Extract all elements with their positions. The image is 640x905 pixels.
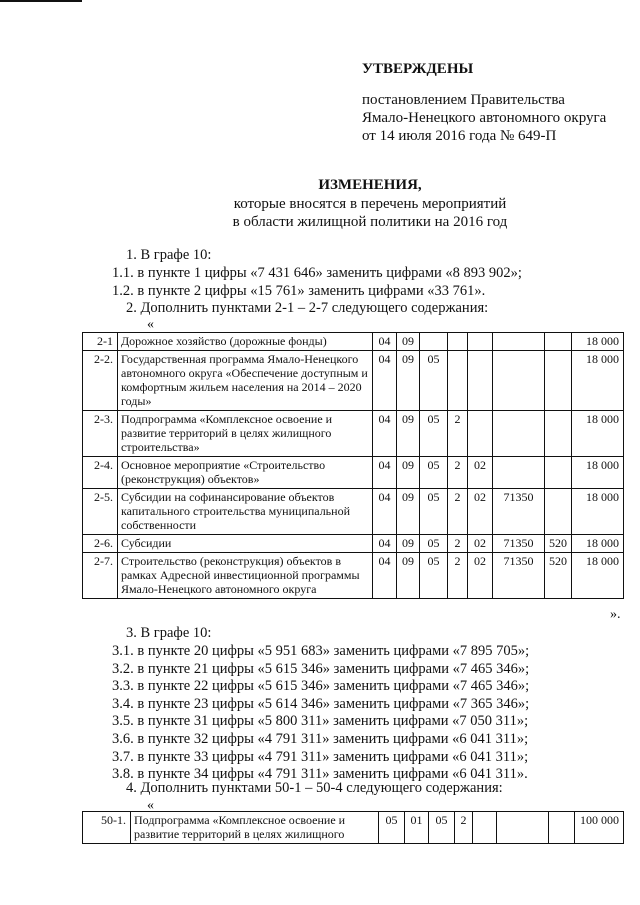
- code-subprogram: 2: [448, 457, 468, 489]
- item-3-4: 3.4. в пункте 23 цифры «5 614 346» заменить цифрами «7 365 346»;: [112, 695, 530, 712]
- approved-heading: УТВЕРЖДЕНЫ: [362, 61, 474, 77]
- code-subprogram: 2: [448, 535, 468, 553]
- item-3-6: 3.6. в пункте 32 цифры «4 791 311» заменить цифрами «6 041 311»;: [112, 731, 529, 747]
- quote-open-1: «: [147, 317, 154, 332]
- row-number: 2-1: [83, 333, 118, 351]
- code-program: 05: [420, 411, 448, 457]
- code-section: 04: [373, 535, 397, 553]
- row-amount: 100 000: [575, 812, 624, 844]
- code-measure: [468, 351, 493, 411]
- code-subprogram: 2: [448, 489, 468, 535]
- row-name: Подпрограмма «Комплексное освоение и развитие территорий в целях жилищного строительства»: [118, 411, 373, 457]
- item-1-2: 1.2. в пункте 2 цифры «15 761» заменить цифрами «33 761».: [112, 283, 486, 299]
- code-measure: 02: [468, 457, 493, 489]
- code-measure: 02: [468, 535, 493, 553]
- row-number: 2-3.: [83, 411, 118, 457]
- row-name: Субсидии на софинансирование объектов капитального строительства муниципальной собственности: [118, 489, 373, 535]
- code-subprogram: 2: [455, 812, 473, 844]
- row-name: Подпрограмма «Комплексное освоение и развитие территорий в целях жилищного: [131, 812, 379, 844]
- table-row: [83, 333, 624, 351]
- approval-line-3: от 14 июля 2016 года № 649-П: [362, 128, 557, 144]
- item-4: 4. Дополнить пунктами 50-1 – 50-4 следующего содержания:: [126, 780, 503, 796]
- code-subprogram: 2: [448, 411, 468, 457]
- item-3: 3. В графе 10:: [126, 625, 212, 641]
- code-direction: 71350: [493, 535, 545, 553]
- code-direction: 71350: [493, 553, 545, 599]
- code-subsection: 09: [397, 535, 420, 553]
- code-expense-type: [545, 489, 572, 535]
- approval-line-1: постановлением Правительства: [362, 92, 565, 108]
- code-subprogram: [448, 351, 468, 411]
- code-measure: [468, 333, 493, 351]
- row-number: 2-7.: [83, 553, 118, 599]
- code-expense-type: [545, 457, 572, 489]
- code-subsection: 09: [397, 333, 420, 351]
- code-direction: [493, 457, 545, 489]
- item-3-2: 3.2. в пункте 21 цифры «5 615 346» заменить цифрами «7 465 346»;: [112, 660, 530, 677]
- top-rule: [0, 0, 82, 2]
- code-expense-type: [545, 351, 572, 411]
- row-amount: 18 000: [572, 457, 624, 489]
- row-number: 50-1.: [83, 812, 131, 844]
- table-row: [83, 535, 624, 553]
- item-3-1: 3.1. в пункте 20 цифры «5 951 683» заменить цифрами «7 895 705»;: [112, 643, 530, 659]
- code-direction: [493, 411, 545, 457]
- row-name: Основное мероприятие «Строительство (реконструкция) объектов»: [118, 457, 373, 489]
- code-section: 04: [373, 553, 397, 599]
- document-subtitle-1: которые вносятся в перечень мероприятий: [233, 196, 507, 212]
- code-section: 04: [373, 351, 397, 411]
- table-row: [83, 457, 624, 489]
- code-section: 04: [373, 489, 397, 535]
- table-row: [83, 553, 624, 599]
- row-amount: 18 000: [572, 535, 624, 553]
- row-name: Государственная программа Ямало-Ненецкого автономного округа «Обеспечение доступным и комфортным жильем населения на 2014 – 2020 годы»: [118, 351, 373, 411]
- code-program: 05: [420, 553, 448, 599]
- code-subprogram: 2: [448, 553, 468, 599]
- changes-table-2: [82, 811, 624, 844]
- code-expense-type: 520: [545, 535, 572, 553]
- code-program: 05: [420, 535, 448, 553]
- code-program: 05: [420, 351, 448, 411]
- item-3-8: 3.8. в пункте 34 цифры «4 791 311» заменить цифрами «6 041 311».: [112, 766, 528, 783]
- code-subsection: 09: [397, 553, 420, 599]
- table-row: [83, 812, 624, 844]
- code-measure: 02: [468, 553, 493, 599]
- table-row: [83, 489, 624, 535]
- code-direction: 71350: [493, 489, 545, 535]
- item-1: 1. В графе 10:: [126, 247, 212, 263]
- row-number: 2-2.: [83, 351, 118, 411]
- code-measure: [473, 812, 497, 844]
- code-program: 05: [420, 457, 448, 489]
- code-subprogram: [448, 333, 468, 351]
- code-section: 05: [379, 812, 405, 844]
- code-program: 05: [429, 812, 455, 844]
- code-subsection: 09: [397, 489, 420, 535]
- item-3-3: 3.3. в пункте 22 цифры «5 615 346» заменить цифрами «7 465 346»;: [112, 678, 530, 695]
- document-subtitle-2: в области жилищной политики на 2016 год: [232, 214, 508, 230]
- code-measure: [468, 411, 493, 457]
- item-2: 2. Дополнить пунктами 2-1 – 2-7 следующего содержания:: [126, 300, 489, 316]
- code-subsection: 01: [405, 812, 429, 844]
- code-program: 05: [420, 489, 448, 535]
- table-row: [83, 351, 624, 411]
- code-subsection: 09: [397, 457, 420, 489]
- document-title: ИЗМЕНЕНИЯ,: [318, 177, 422, 193]
- code-section: 04: [373, 411, 397, 457]
- code-subsection: 09: [397, 351, 420, 411]
- row-number: 2-5.: [83, 489, 118, 535]
- code-direction: [493, 351, 545, 411]
- row-number: 2-4.: [83, 457, 118, 489]
- quote-open-2: «: [147, 798, 154, 813]
- row-amount: 18 000: [572, 351, 624, 411]
- row-name: Субсидии: [118, 535, 373, 553]
- changes-table-1: [82, 332, 624, 599]
- code-expense-type: 520: [545, 553, 572, 599]
- code-subsection: 09: [397, 411, 420, 457]
- code-section: 04: [373, 333, 397, 351]
- row-amount: 18 000: [572, 333, 624, 351]
- row-amount: 18 000: [572, 411, 624, 457]
- quote-close-1: ».: [610, 607, 621, 622]
- approval-line-2: Ямало-Ненецкого автономного округа: [362, 110, 607, 126]
- code-expense-type: [545, 333, 572, 351]
- row-name: Дорожное хозяйство (дорожные фонды): [118, 333, 373, 351]
- item-3-7: 3.7. в пункте 33 цифры «4 791 311» заменить цифрами «6 041 311»;: [112, 748, 529, 765]
- row-amount: 18 000: [572, 553, 624, 599]
- row-amount: 18 000: [572, 489, 624, 535]
- item-1-1: 1.1. в пункте 1 цифры «7 431 646» заменить цифрами «8 893 902»;: [112, 265, 522, 281]
- row-number: 2-6.: [83, 535, 118, 553]
- code-direction: [497, 812, 549, 844]
- code-measure: 02: [468, 489, 493, 535]
- code-expense-type: [545, 411, 572, 457]
- code-expense-type: [549, 812, 575, 844]
- code-section: 04: [373, 457, 397, 489]
- row-name: Строительство (реконструкция) объектов в рамках Адресной инвестиционной программы Ямало-Ненецкого автономного округа: [118, 553, 373, 599]
- item-3-5: 3.5. в пункте 31 цифры «5 800 311» заменить цифрами «7 050 311»;: [112, 713, 529, 730]
- table-row: [83, 411, 624, 457]
- code-program: [420, 333, 448, 351]
- code-direction: [493, 333, 545, 351]
